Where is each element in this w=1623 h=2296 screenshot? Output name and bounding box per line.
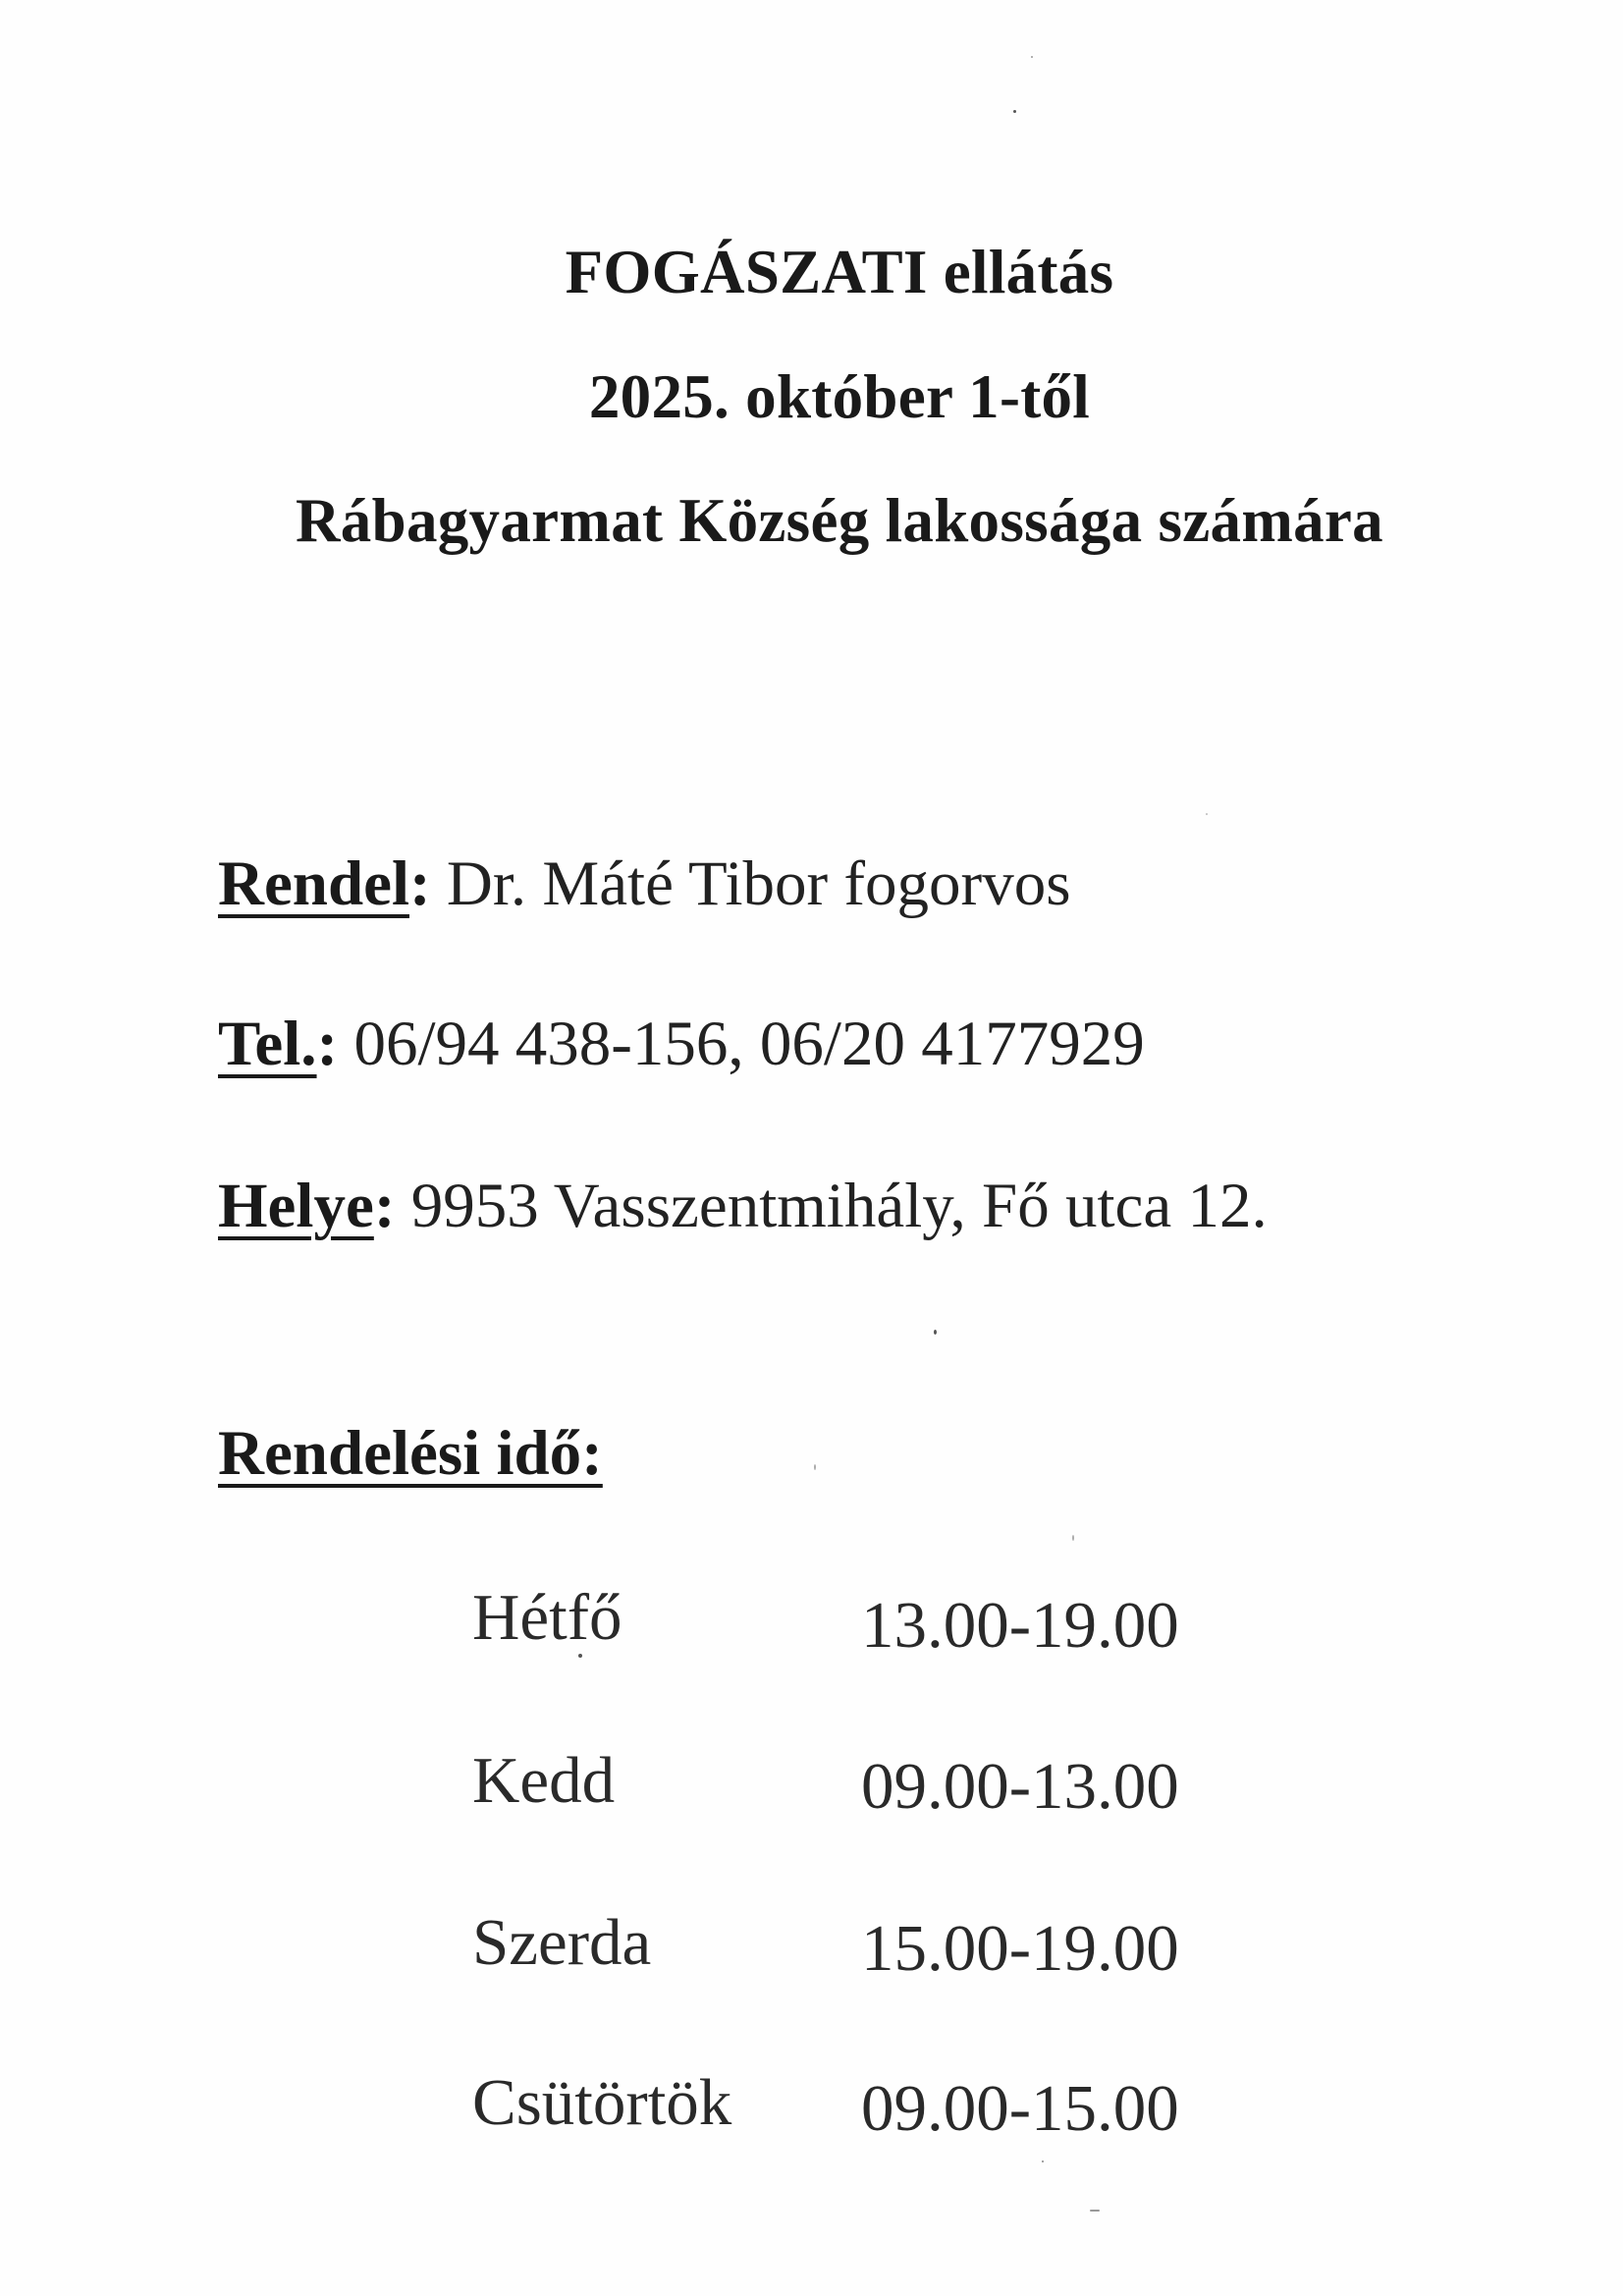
scan-speck — [1031, 56, 1033, 58]
doctor-label: Rendel: — [218, 848, 431, 919]
scan-speck — [1206, 813, 1208, 815]
phone-value: 06/94 438-156, 06/20 4177929 — [338, 1009, 1145, 1079]
schedule-day: Szerda — [472, 1906, 652, 1979]
scan-speck — [578, 1654, 582, 1658]
phone-label: Tel.: — [218, 1009, 339, 1079]
scan-speck — [1042, 2160, 1044, 2162]
scan-speck — [1090, 2210, 1100, 2212]
schedule-time: 09.00-15.00 — [861, 2072, 1179, 2145]
schedule-day: Hétfő — [472, 1581, 622, 1654]
scan-speck — [934, 1330, 937, 1335]
phone-row — [218, 1009, 1145, 1079]
scan-speck — [1072, 1535, 1074, 1541]
address-row — [218, 1171, 1268, 1241]
schedule-day: Csütörtök — [472, 2066, 732, 2139]
schedule-time: 13.00-19.00 — [861, 1589, 1179, 1662]
title-line-3: Rábagyarmat Község lakossága számára — [296, 486, 1383, 555]
scan-speck — [1013, 110, 1016, 113]
schedule-day: Kedd — [472, 1744, 616, 1817]
title-line-2: 2025. október 1-től — [588, 362, 1091, 431]
address-value: 9953 Vasszentmihály, Fő utca 12. — [395, 1171, 1268, 1241]
scan-speck — [814, 1464, 816, 1470]
doctor-value: Dr. Máté Tibor fogorvos — [430, 848, 1071, 919]
schedule-time: 09.00-13.00 — [861, 1750, 1179, 1823]
title-line-1: FOGÁSZATI ellátás — [565, 238, 1114, 306]
doctor-row — [218, 848, 1071, 919]
office-hours-heading: Rendelési idő: — [218, 1418, 603, 1489]
schedule-time: 15.00-19.00 — [861, 1912, 1179, 1985]
address-label: Helye: — [218, 1171, 396, 1241]
